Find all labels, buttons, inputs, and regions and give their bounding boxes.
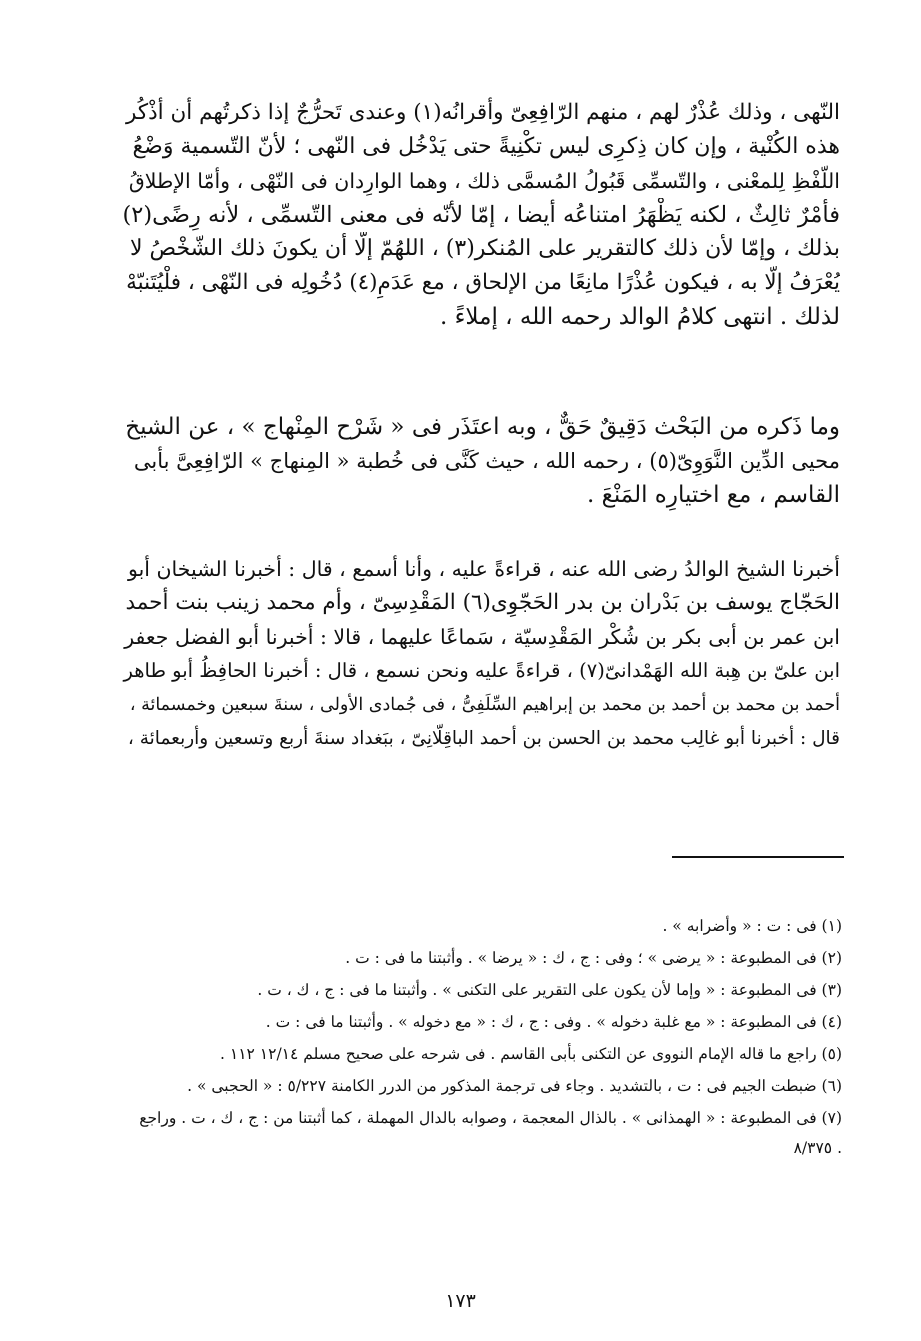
- text-line: هذه الكُنْية ، وإن كان ذِكرِى ليس تكْنِيةً حتى يَدْخُل فى النّهى ؛ لأنّ التّسمية وَضْعُ: [132, 134, 840, 159]
- footnote-7: (٧) فى المطبوعة : « الهمذانى » . بالذال المعجمة ، وصوابه بالدال المهملة ، كما أثبتنا من : ج ، ك ، ت . وراجع: [139, 1109, 842, 1127]
- text-line: ابن علىّ بن هِبة الله الهَمْدانىّ(٧) ، قراءةً عليه ونحن نسمع ، قال : أخبرنا الحافِظُ أبو طاهر: [123, 659, 840, 682]
- text-line: فأمْرٌ ثالِثٌ ، لكنه يَظْهَرُ امتناعُه أيضا ، إمّا لأنّه فى معنى التّسمِّى ، لأنه رِضًى(٢): [122, 202, 840, 228]
- footnote-separator: [672, 856, 844, 858]
- text-line: الحَجّاج يوسف بن بَدْران بن بدر الحَجّوِى(٦) المَقْدِسِىّ ، وأم محمد زينب بنت أحمد: [125, 590, 840, 615]
- text-line: ابن عمر بن أبى بكر بن شُكْر المَقْدِسيّة ، سَماعًا عليهما ، قالا : أخبرنا أبو الفضل جعفر: [124, 625, 840, 649]
- paragraph-2: [120, 410, 840, 512]
- text-line: يُعْرَفُ إلّا به ، فيكون عُذْرًا مانِعًا من الإلحاق ، مع عَدَمِ(٤) دُخُولِه فى النّهْى ، فلْيُتَنبّهْ: [126, 270, 840, 295]
- paragraph-1: [120, 96, 840, 334]
- text-line: النّهى ، وذلك عُذْرٌ لهم ، منهم الرّافِعِىّ وأقرانُه(١) وعندى تَحرُّجٌ إذا ذكرتُهم أن أذْكُر: [126, 100, 840, 125]
- text-line: بذلك ، وإمّا لأن ذلك كالتقرير على المُنكر(٣) ، اللهُمّ إلّا أن يكونَ ذلك الشّخْصُ لا: [129, 236, 840, 261]
- text-line: وما ذَكره من البَحْث دَقِيقٌ حَقٌّ ، وبه اعتَذَر فى « شَرْح المِنْهاج » ، عن الشيخ: [125, 414, 840, 440]
- footnote-3: (٣) فى المطبوعة : « وإما لأن يكون على التقرير على التكنى » . وأثبتنا ما فى : ج ، ك ، ت .: [257, 981, 842, 999]
- text-line: أحمد بن محمد بن أحمد بن محمد بن إبراهيم السِّلَفِىُّ ، فى جُمادى الأولى ، سنةَ سبعين وخمسمائة ،: [129, 695, 840, 715]
- footnote-1: (١) فى : ت : « وأضرابه » .: [662, 917, 842, 935]
- text-line: أخبرنا الشيخ الوالدُ رضى الله عنه ، قراءةً عليه ، وأنا أسمع ، قال : أخبرنا الشيخان أبو: [127, 557, 840, 581]
- footnotes: [120, 910, 842, 1162]
- footnote-6: (٦) ضبطت الجيم فى : ت ، بالتشديد . وجاء فى ترجمة المذكور من الدرر الكامنة ٥/٢٢٧ : « الحجبى » .: [187, 1077, 842, 1095]
- footnote-4: (٤) فى المطبوعة : « مع غلبة دخوله » . وفى : ج ، ك : « مع دخوله » . وأثبتنا ما فى : ت .: [265, 1013, 842, 1031]
- paragraph-3: [120, 552, 840, 756]
- text-line: اللّفْظِ لِلمعْنى ، والتّسمِّى قَبُولُ المُسمَّى ذلك ، وهما الوارِدان فى النّهْى ، وأمّا الإطلاقُ: [128, 169, 840, 193]
- text-line: محيى الدِّين النَّوَوِىّ(٥) ، رحمه الله ، حيث كَنَّى فى خُطبة « المِنهاج » الرّافِعِىَّ بأبى: [133, 449, 840, 473]
- page-number: ١٧٣: [445, 1290, 476, 1312]
- footnote-7-continuation: . ٨/٣٧٥: [793, 1139, 842, 1157]
- text-line: لذلك . انتهى كلامُ الوالد رحمه الله ، إملاءً .: [439, 304, 840, 330]
- text-line: قال : أخبرنا أبو غالِب محمد بن الحسن بن أحمد الباقِلّانِىّ ، ببَغداد سنةَ أربع وتسعين وأربعمائة ،: [127, 728, 840, 749]
- text-line: القاسم ، مع اختيارِه المَنْعَ .: [587, 482, 840, 508]
- footnote-5: (٥) راجع ما قاله الإمام النووى عن التكنى بأبى القاسم . فى شرحه على صحيح مسلم ١٢/١٤ ١١٢ .: [220, 1045, 842, 1063]
- footnote-2: (٢) فى المطبوعة : « يرضى » ؛ وفى : ج ، ك : « يرضا » . وأثبتنا ما فى : ت .: [345, 949, 842, 967]
